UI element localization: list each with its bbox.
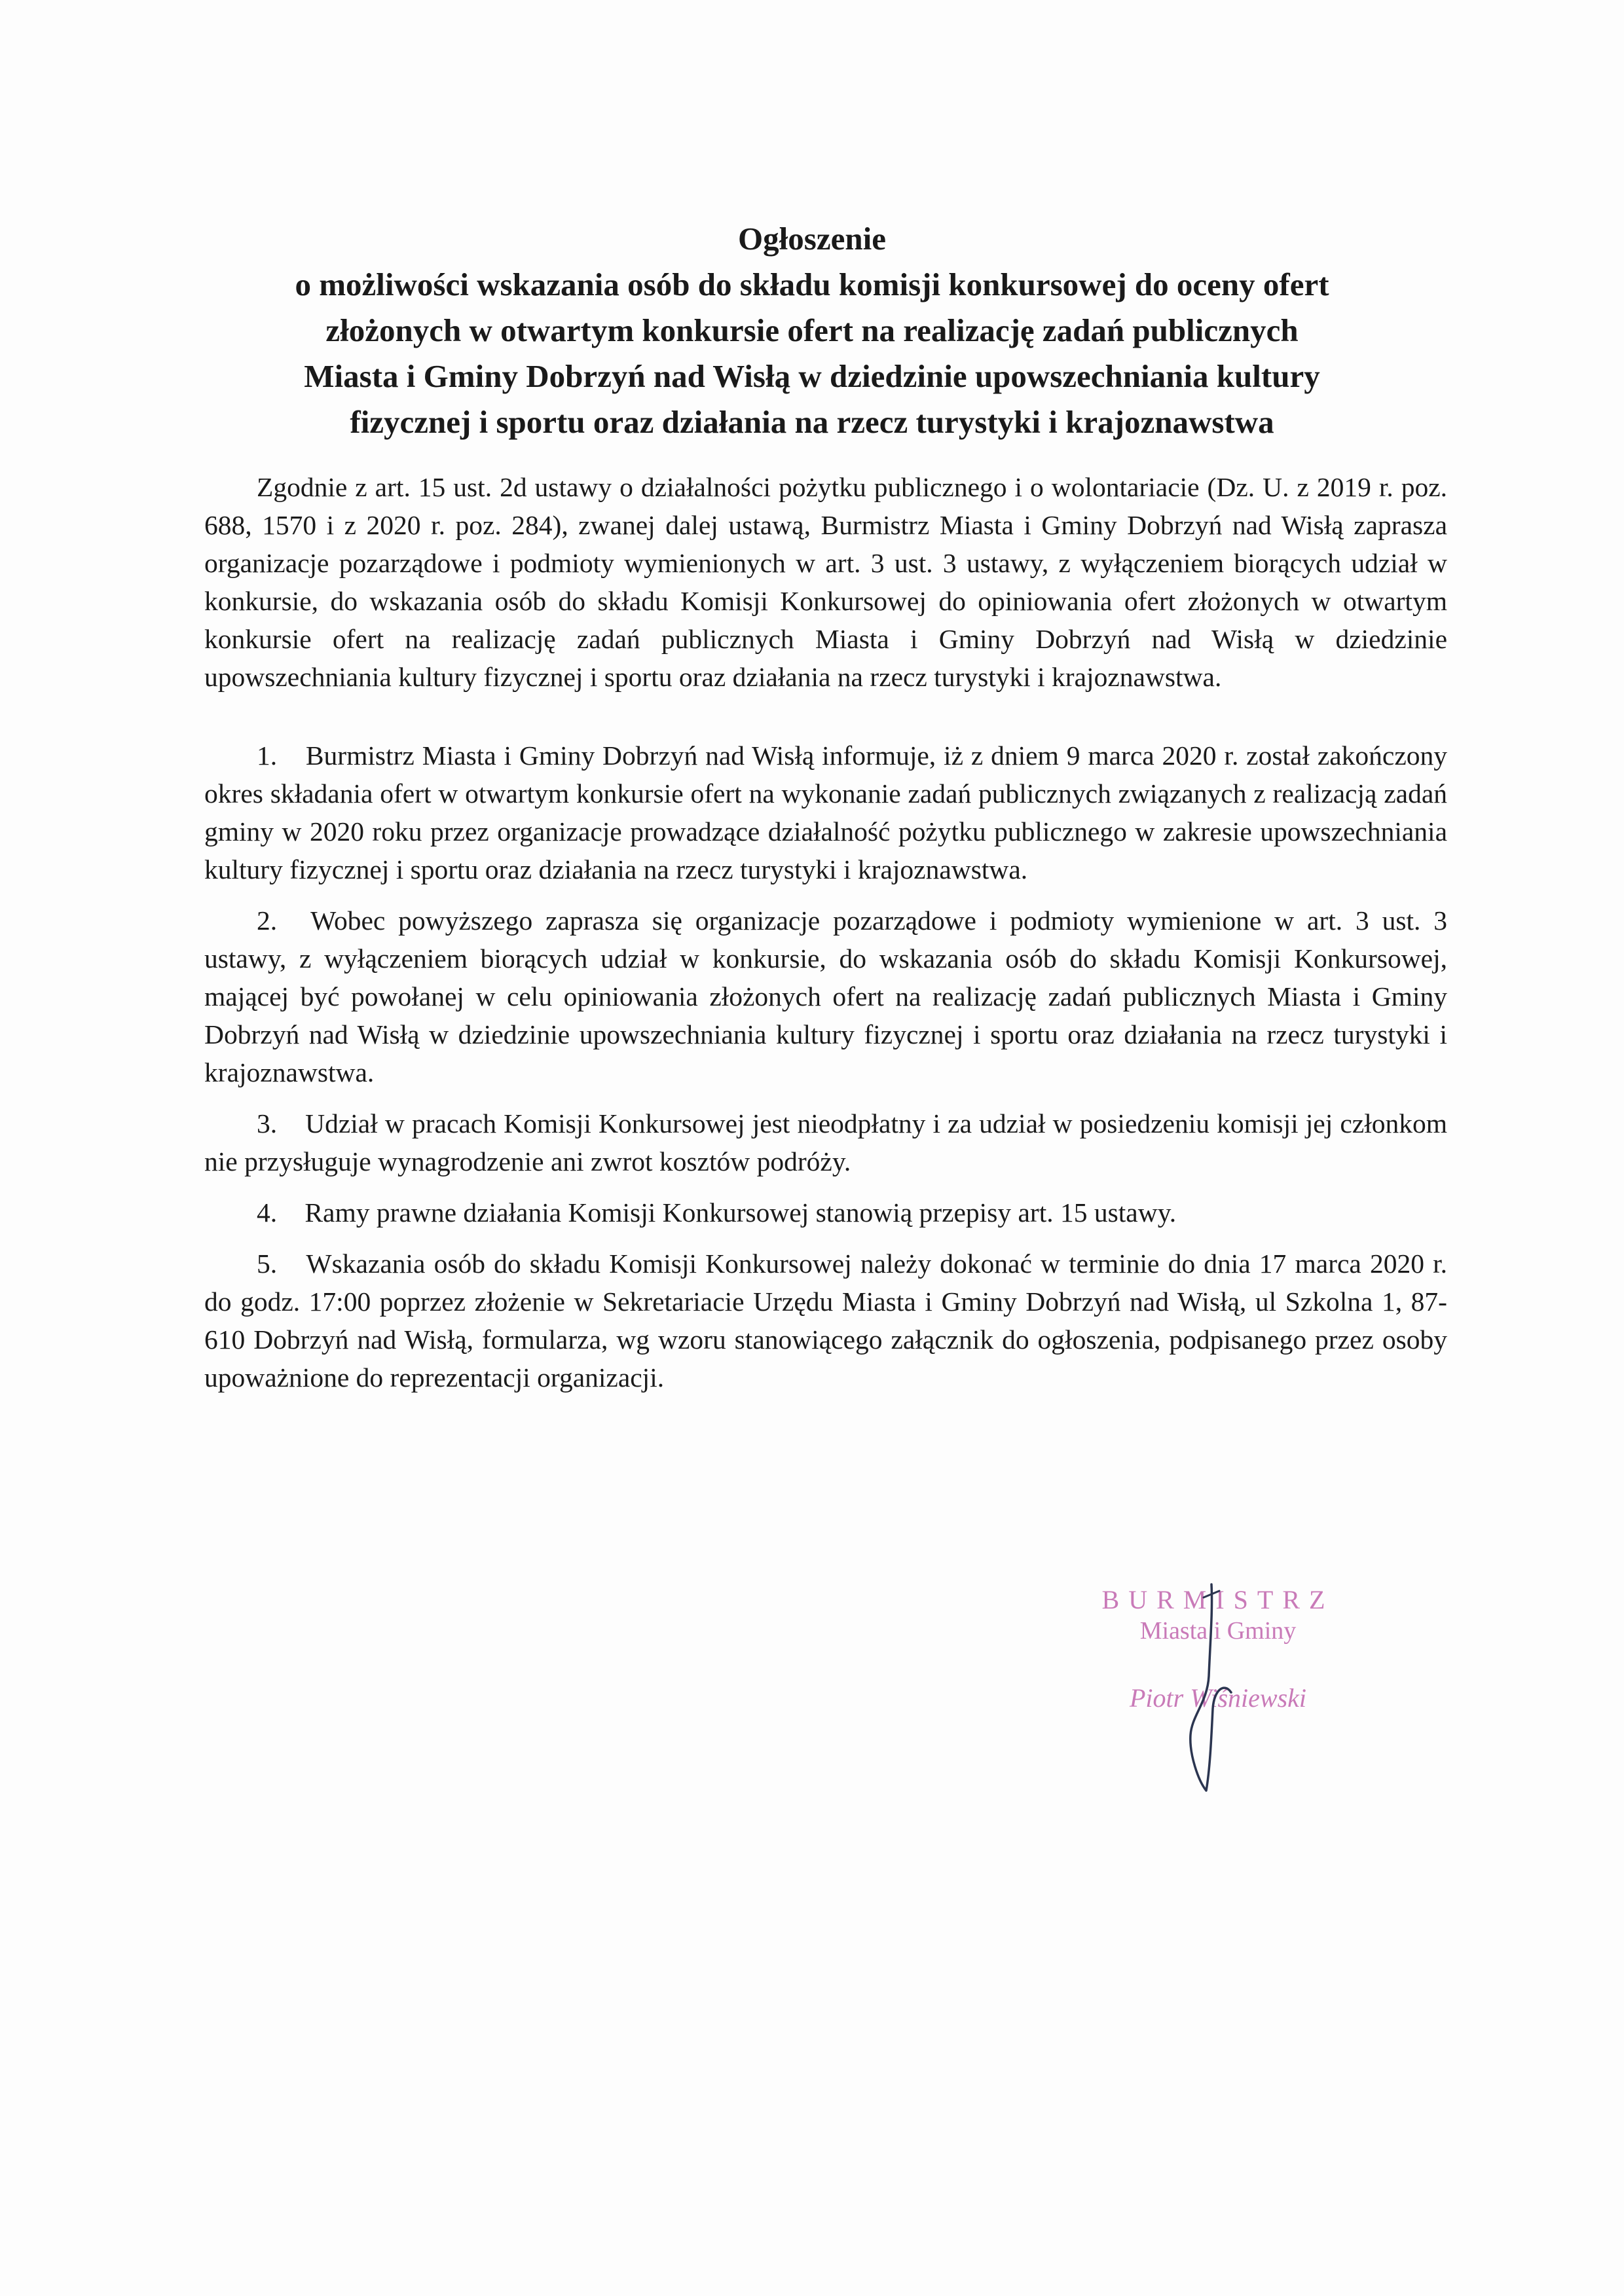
announcement-body: [204, 468, 1447, 1410]
stamp-subtitle: Miasta i Gminy: [1139, 1617, 1297, 1645]
item-text: Burmistrz Miasta i Gminy Dobrzyń nad Wisłą informuje, iż z dniem 9 marca 2020 r. został zakończony okres składania ofert w otwartym konkursie ofert na wykonanie zadań publicznych związanych z realizacją zadań gminy w 2020 roku przez organizacje prowadzące działalność pożytku publicznego w zakresie upowszechniania kultury fizycznej i sportu oraz działania na rzecz turystyki i krajoznawstwa.: [204, 740, 1448, 884]
list-item: [204, 902, 1447, 1091]
list-item: [204, 1104, 1447, 1180]
signature-stroke: [1190, 1584, 1231, 1791]
intro-paragraph: Zgodnie z art. 15 ust. 2d ustawy o działalności pożytku publicznego i o wolontariacie (Dz. U. z 2019 r. poz. 688, 1570 i z 2020 r. poz. 284), zwanej dalej ustawą, Burmistrz Miasta i Gminy Dobrzyń nad Wisłą zaprasza organizacje pozarządowe i podmioty wymienionych w art. 3 ust. 3 ustawy, z wyłączeniem biorących udział w konkursie, do wskazania osób do składu Komisji Konkursowej do opiniowania ofert złożonych w otwartym konkursie ofert na realizację zadań publicznych Miasta i Gminy Dobrzyń nad Wisłą w dziedzinie upowszechniania kultury fizycznej i sportu oraz działania na rzecz turystyki i krajoznawstwa.: [204, 472, 1447, 692]
item-text: Ramy prawne działania Komisji Konkursowej stanowią przepisy art. 15 ustawy.: [304, 1197, 1177, 1228]
heading-line: fizycznej i sportu oraz działania na rzecz turystyki i krajoznawstwa: [350, 404, 1274, 440]
list-item: [204, 1245, 1447, 1396]
item-number: 4.: [257, 1197, 278, 1228]
stamp-name: Piotr Wiśniewski: [1130, 1683, 1306, 1713]
handwritten-signature-icon: [1166, 1571, 1257, 1807]
heading-line: Ogłoszenie: [738, 221, 886, 257]
item-number: 2.: [257, 905, 278, 936]
heading-line: złożonych w otwartym konkursie ofert na realizację zadań publicznych: [325, 312, 1299, 348]
heading-line: o możliwości wskazania osób do składu komisji konkursowej do oceny ofert: [295, 266, 1329, 302]
item-text: Udział w pracach Komisji Konkursowej jest nieodpłatny i za udział w posiedzeniu komisji jej członkom nie przysługuje wynagrodzenie ani zwrot kosztów podróży.: [204, 1108, 1448, 1176]
item-number: 1.: [257, 740, 278, 771]
item-number: 5.: [257, 1248, 278, 1279]
item-text: Wobec powyższego zaprasza się organizacje pozarządowe i podmioty wymienione w art. 3 ust. 3 ustawy, z wyłączeniem biorących udział w konkursie, do wskazania osób do składu Komisji Konkursowej, mającej być powołanej w celu opiniowania złożonych ofert na realizację zadań publicznych Miasta i Gminy Dobrzyń nad Wisłą w dziedzinie upowszechniania kultury fizycznej i sportu oraz działania na rzecz turystyki i krajoznawstwa.: [204, 905, 1447, 1087]
list-item: [204, 1194, 1447, 1231]
list-item: [204, 737, 1447, 888]
announcement-heading: [196, 216, 1428, 445]
heading-line: Miasta i Gminy Dobrzyń nad Wisłą w dziedzinie upowszechniania kultury: [304, 358, 1320, 394]
item-number: 3.: [257, 1108, 278, 1139]
item-text: Wskazania osób do składu Komisji Konkursowej należy dokonać w terminie do dnia 17 marca 2020 r. do godz. 17:00 poprzez złożenie w Sekretariacie Urzędu Miasta i Gminy Dobrzyń nad Wisłą, ul Szkolna 1, 87-610 Dobrzyń nad Wisłą, formularza, wg wzoru stanowiącego załącznik do ogłoszenia, podpisanego przez osoby upoważnione do reprezentacji organizacji.: [204, 1248, 1447, 1393]
numbered-points: [204, 737, 1447, 1396]
stamp-title: BURMISTRZ: [1101, 1585, 1335, 1614]
